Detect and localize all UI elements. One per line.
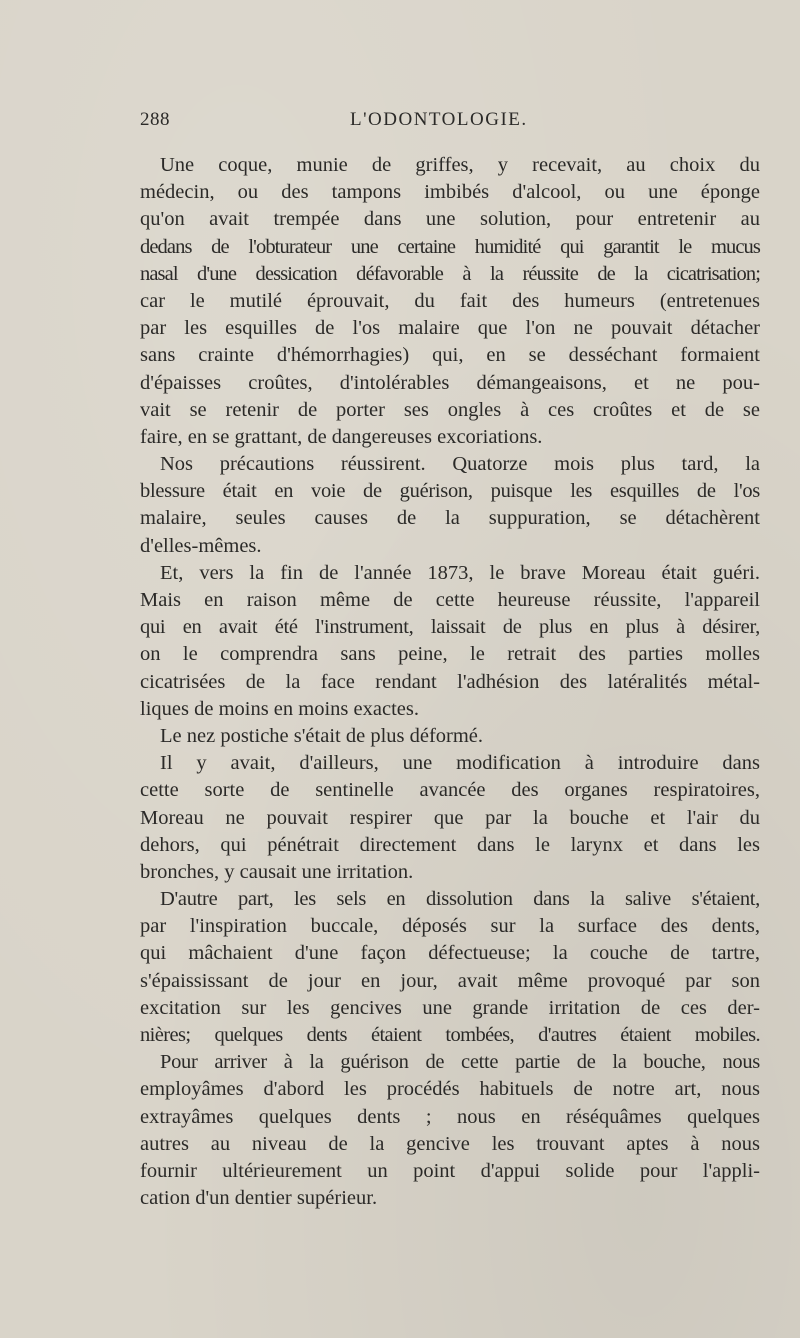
text-line: cette sorte de sentinelle avancée des organes respiratoires, — [140, 779, 760, 802]
text-line: malaire, seules causes de la suppuration, se détachèrent — [140, 507, 760, 530]
text-line: liques de moins en moins exactes. — [140, 697, 419, 720]
text-line: autres au niveau de la gencive les trouvant aptes à nous — [140, 1132, 760, 1155]
text-line: par l'inspiration buccale, déposés sur la surface des dents, — [140, 915, 760, 938]
text-line: car le mutilé éprouvait, du fait des humeurs (entretenues — [140, 289, 760, 312]
text-line: cicatrisées de la face rendant l'adhésion des latéralités métal- — [140, 670, 760, 693]
text-line: D'autre part, les sels en dissolution dans la salive s'étaient, — [160, 888, 760, 911]
text-line: d'elles-mêmes. — [140, 534, 262, 557]
running-title: L'ODONTOLOGIE. — [350, 109, 528, 130]
body-text — [140, 152, 760, 1212]
text-line: faire, en se grattant, de dangereuses excoriations. — [140, 425, 543, 448]
text-line: Et, vers la fin de l'année 1873, le brave Moreau était guéri. — [160, 561, 760, 584]
page-number: 288 — [140, 109, 170, 130]
text-line: qui mâchaient d'une façon défectueuse; la couche de tartre, — [140, 942, 760, 965]
text-line: blessure était en voie de guérison, puisque les esquilles de l'os — [140, 480, 760, 503]
text-line: vait se retenir de porter ses ongles à ces croûtes et de se — [140, 398, 760, 421]
text-line: nasal d'une dessication défavorable à la réussite de la cicatrisation; — [140, 262, 760, 285]
text-line: fournir ultérieurement un point d'appui solide pour l'appli- — [140, 1159, 760, 1182]
text-line: Il y avait, d'ailleurs, une modification à introduire dans — [160, 752, 760, 775]
text-line: médecin, ou des tampons imbibés d'alcool, ou une éponge — [140, 181, 760, 204]
text-line: employâmes d'abord les procédés habituels de notre art, nous — [140, 1078, 760, 1101]
text-line: Une coque, munie de griffes, y recevait, au choix du — [160, 154, 760, 176]
text-line: sans crainte d'hémorrhagies) qui, en se desséchant formaient — [140, 344, 760, 367]
text-line: Nos précautions réussirent. Quatorze mois plus tard, la — [160, 453, 760, 476]
text-line: d'épaisses croûtes, d'intolérables démangeaisons, et ne pou- — [140, 371, 760, 394]
text-line: s'épaississant de jour en jour, avait même provoqué par son — [140, 969, 760, 992]
text-line: qu'on avait trempée dans une solution, pour entretenir au — [140, 208, 760, 231]
text-line: extrayâmes quelques dents ; nous en réséquâmes quelques — [140, 1105, 760, 1128]
text-line: dedans de l'obturateur une certaine humidité qui garantit le mucus — [140, 235, 760, 258]
page-header — [140, 109, 780, 139]
text-line: on le comprendra sans peine, le retrait des parties molles — [140, 643, 760, 666]
text-line: cation d'un dentier supérieur. — [140, 1187, 378, 1210]
text-line: dehors, qui pénétrait directement dans le larynx et dans les — [140, 833, 760, 856]
text-line: Le nez postiche s'était de plus déformé. — [160, 724, 484, 747]
text-line: bronches, y causait une irritation. — [140, 860, 414, 883]
text-line: nières; quelques dents étaient tombées, d'autres étaient mobiles. — [140, 1024, 760, 1046]
text-line: Moreau ne pouvait respirer que par la bouche et l'air du — [140, 806, 760, 829]
text-line: par les esquilles de l'os malaire que l'on ne pouvait détacher — [140, 317, 760, 340]
text-line: Mais en raison même de cette heureuse réussite, l'appareil — [140, 589, 760, 611]
text-line: Pour arriver à la guérison de cette partie de la bouche, nous — [160, 1051, 760, 1074]
text-line: qui en avait été l'instrument, laissait de plus en plus à désirer, — [140, 616, 760, 639]
text-line: excitation sur les gencives une grande irritation de ces der- — [140, 996, 760, 1019]
